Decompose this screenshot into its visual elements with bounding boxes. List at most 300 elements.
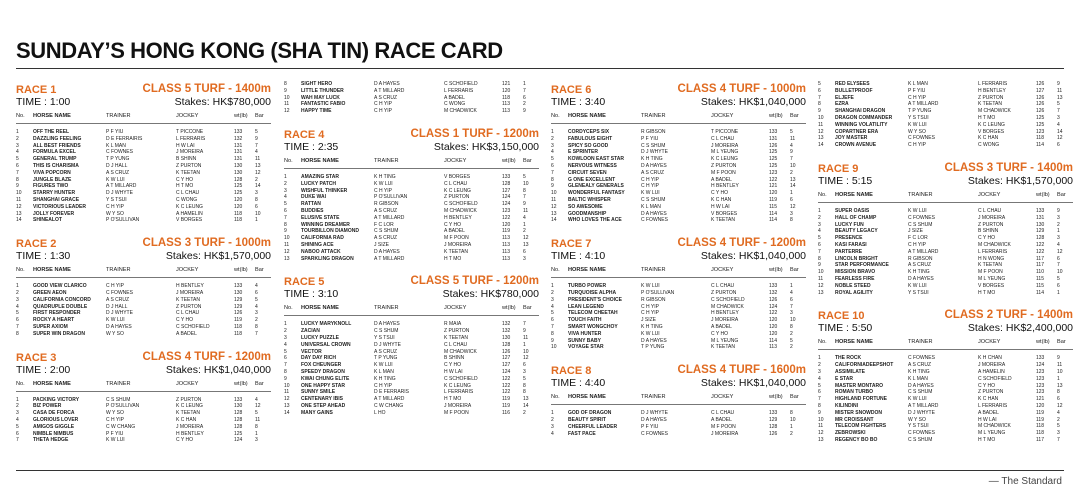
weight: 124 — [234, 437, 243, 444]
header-trainer: TRAINER — [641, 267, 666, 274]
barrier: 8 — [523, 382, 526, 389]
page-title: SUNDAY’S HONG KONG (SHA TIN) RACE CARD — [16, 38, 503, 63]
barrier: 4 — [255, 149, 258, 156]
barrier: 3 — [523, 255, 526, 262]
header-horse-name: HORSE NAME — [33, 267, 71, 274]
runner-number: 10 — [16, 190, 22, 197]
jockey-name: T PICCONE — [711, 129, 739, 135]
runner-number: 2 — [16, 289, 19, 296]
horse-name: CALIFORNIA RAD — [301, 235, 344, 242]
horse-name: LUCKY FUN — [835, 221, 864, 228]
jockey-name: H BENTLEY — [176, 430, 204, 437]
runner-row — [818, 376, 1073, 383]
header-jockey: JOCKEY — [176, 113, 199, 119]
runner-number: 9 — [16, 183, 19, 190]
horse-name: STAR PERFORMANCE — [835, 262, 889, 269]
header-trainer: TRAINER — [106, 113, 131, 119]
runner-number: 2 — [551, 135, 554, 142]
weight: 126 — [1036, 94, 1045, 101]
header-jockey: JOCKEY — [978, 191, 1001, 198]
race-name: RACE 5 — [284, 276, 325, 289]
barrier: 2 — [255, 317, 258, 324]
jockey-name: K H CHAN — [978, 355, 1002, 362]
horse-name: TELECOM FIGHTERS — [835, 423, 887, 430]
barrier: 11 — [523, 207, 529, 214]
race-time: TIME : 3:10 — [284, 288, 339, 301]
trainer-name: D A HAYES — [908, 275, 934, 282]
barrier: 3 — [255, 310, 258, 317]
trainer-name: J SIZE — [908, 228, 924, 235]
horse-name: GLORIOUS LOVER — [33, 416, 79, 423]
runner-row — [16, 324, 271, 331]
race-stakes: Stakes: HK$780,000 — [442, 288, 539, 301]
horse-name: ROYAL AGILITY — [835, 289, 873, 296]
runner-number: 10 — [284, 235, 290, 242]
barrier: 11 — [1057, 362, 1063, 369]
runner-number: 10 — [818, 269, 824, 276]
weight: 113 — [502, 241, 510, 248]
barrier: 2 — [1057, 221, 1060, 228]
barrier: 4 — [255, 283, 258, 290]
runner-row — [818, 417, 1073, 424]
header-horse-name: HORSE NAME — [568, 267, 606, 274]
header-trainer: TRAINER — [908, 191, 933, 198]
weight: 126 — [769, 296, 778, 303]
weight: 125 — [769, 156, 778, 163]
runner-number: 3 — [16, 410, 19, 417]
trainer-name: D J WHYTE — [106, 310, 133, 317]
trainer-name: T P YUNG — [641, 344, 665, 351]
weight: 118 — [234, 323, 242, 330]
runner-number: 3 — [551, 142, 554, 149]
header-horse-name: HORSE NAME — [301, 157, 339, 164]
runner-row — [284, 235, 539, 242]
jockey-name: C L CHAU — [711, 283, 735, 290]
trainer-name: D A HAYES — [374, 321, 400, 328]
barrier: 9 — [523, 328, 526, 335]
runner-number: 4 — [16, 416, 19, 423]
runner-number: 8 — [284, 81, 287, 87]
runner-row — [551, 211, 806, 218]
weight: 132 — [769, 289, 778, 296]
runner-row — [16, 211, 271, 218]
weight: 119 — [234, 317, 242, 324]
weight: 126 — [234, 310, 243, 317]
jockey-name: C Y HO — [444, 362, 462, 369]
runner-list — [551, 129, 806, 224]
trainer-name: C S SHUM — [908, 389, 933, 396]
runner-number: 1 — [284, 321, 287, 328]
runner-number: 3 — [284, 187, 287, 194]
jockey-name: H N WONG — [978, 255, 1005, 262]
horse-name: WAH MAY LUCK — [301, 94, 340, 101]
runner-number: 5 — [818, 235, 821, 242]
horse-name: SPICY SO GOOD — [568, 142, 609, 149]
barrier: 6 — [523, 362, 526, 369]
jockey-name: H T MO — [978, 289, 996, 296]
trainer-name: C H YIP — [641, 303, 659, 310]
header-barrier: Bar — [790, 394, 799, 401]
race-header — [284, 121, 539, 153]
trainer-name: J SIZE — [374, 241, 390, 248]
header-trainer: TRAINER — [106, 380, 131, 387]
jockey-name: Z PURTON — [444, 328, 470, 335]
jockey-name: A BADEL — [176, 330, 197, 337]
weight: 122 — [1036, 248, 1045, 255]
weight: 120 — [502, 87, 511, 94]
weight: 133 — [234, 283, 243, 290]
runner-row — [818, 262, 1073, 269]
horse-name: KASI FARASI — [835, 241, 867, 248]
runner-row — [551, 338, 806, 345]
barrier: 6 — [523, 248, 526, 255]
trainer-name: D J HALL — [106, 303, 128, 310]
horse-name: AMIGOS GIGGLE — [33, 423, 75, 430]
barrier: 5 — [523, 173, 526, 180]
race-name: RACE 8 — [551, 365, 592, 378]
jockey-name: H W LAI — [711, 203, 730, 210]
jockey-name: Z PURTON — [444, 194, 470, 201]
runner-number: 8 — [551, 330, 554, 337]
trainer-name: C W CHANG — [106, 423, 136, 430]
runner-row — [551, 417, 806, 424]
runner-row — [284, 396, 539, 403]
trainer-name: P F YIU — [106, 129, 124, 135]
barrier: 4 — [790, 142, 793, 149]
weight: 123 — [1036, 389, 1045, 396]
trainer-name: K W LUI — [641, 330, 660, 337]
runner-row — [551, 304, 806, 311]
header-no: No. — [16, 113, 25, 119]
runner-number: 3 — [284, 334, 287, 341]
barrier: 14 — [255, 183, 261, 190]
runner-row — [818, 249, 1073, 256]
race-time: TIME : 4:10 — [551, 250, 606, 263]
weight: 117 — [1036, 262, 1044, 269]
runner-number: 11 — [818, 275, 824, 282]
runner-row — [551, 197, 806, 204]
trainer-name: C H YIP — [374, 187, 392, 194]
jockey-name: A BADEL — [444, 228, 465, 235]
weight: 129 — [234, 303, 243, 310]
trainer-name: P O'SULLIVAN — [641, 289, 675, 296]
jockey-name: A BADEL — [444, 94, 465, 101]
horse-name: LUCKY PATCH — [301, 180, 336, 187]
runner-row — [818, 437, 1073, 444]
barrier: 10 — [1057, 269, 1063, 276]
barrier: 13 — [790, 176, 796, 183]
race-block — [551, 76, 806, 224]
runner-number: 3 — [818, 368, 821, 375]
runner-number: 3 — [16, 296, 19, 303]
barrier: 1 — [1057, 375, 1060, 382]
jockey-name: J MOREIRA — [176, 423, 204, 430]
race-class: CLASS 5 TURF - 1200m — [410, 275, 539, 288]
trainer-name: C H YIP — [106, 203, 124, 210]
jockey-name: J MOREIRA — [176, 289, 204, 296]
horse-name: ZACIAN — [301, 328, 320, 335]
runner-number: 12 — [818, 430, 824, 437]
horse-name: HALL OF CHAMP — [835, 214, 877, 221]
weight: 133 — [769, 283, 778, 290]
trainer-name: K W LUI — [908, 121, 927, 128]
horse-name: NABOO ATTACK — [301, 248, 341, 255]
runner-row — [284, 383, 539, 390]
jockey-name: V BORGES — [978, 282, 1005, 289]
runner-row — [551, 283, 806, 290]
jockey-name: M CHADWICK — [444, 207, 477, 214]
runner-row — [16, 290, 271, 297]
barrier: 3 — [790, 310, 793, 317]
barrier: 1 — [523, 221, 526, 228]
header-jockey: JOCKEY — [444, 157, 467, 164]
runner-row — [818, 101, 1073, 108]
runner-number: 10 — [551, 344, 557, 351]
weight: 126 — [769, 430, 778, 437]
runner-number: 1 — [284, 173, 287, 180]
runner-row — [16, 331, 271, 338]
runner-row — [551, 424, 806, 431]
horse-name: SMART WONGCHOY — [568, 323, 618, 330]
trainer-name: A T MILLARD — [374, 255, 405, 262]
barrier: 3 — [1057, 214, 1060, 221]
race-block — [16, 344, 271, 445]
barrier: 7 — [1057, 262, 1060, 269]
race-name: RACE 7 — [551, 238, 592, 251]
weight: 114 — [1036, 142, 1044, 149]
trainer-name: D A HAYES — [641, 162, 667, 169]
runner-list — [818, 81, 1073, 149]
runner-number: 6 — [16, 162, 19, 169]
runner-row — [818, 235, 1073, 242]
race-header — [818, 155, 1073, 187]
runner-number: 11 — [818, 423, 824, 430]
horse-name: SHANGHAI DRAGON — [835, 108, 886, 115]
trainer-name: K H TING — [641, 323, 663, 330]
jockey-name: C SCHOFIELD — [444, 201, 478, 208]
horse-name: QUADRUPLE DOUBLE — [33, 303, 88, 310]
jockey-name: C L CHAU — [444, 341, 468, 348]
runner-number: 5 — [284, 348, 287, 355]
race-header — [284, 268, 539, 301]
race-name: RACE 6 — [551, 84, 592, 96]
runner-number: 4 — [551, 430, 554, 437]
horse-name: THETA HEDGE — [33, 437, 69, 444]
trainer-name: C H YIP — [641, 176, 659, 183]
horse-name: MASTER MONTARO — [835, 382, 883, 389]
runner-row — [284, 249, 539, 256]
runner-number: 2 — [818, 362, 821, 369]
jockey-name: K TEETAN — [176, 410, 200, 417]
runner-row — [16, 149, 271, 156]
horse-name: MR CROISSANT — [835, 416, 874, 423]
weight: 132 — [234, 135, 243, 142]
top-divider — [16, 68, 1064, 69]
jockey-name: M CHADWICK — [978, 241, 1011, 248]
barrier: 13 — [523, 241, 529, 248]
runner-number: 11 — [551, 196, 557, 203]
jockey-name: M CHADWICK — [711, 303, 744, 310]
runner-row — [284, 362, 539, 369]
horse-name: HIGHLAND FORTUNE — [835, 396, 887, 403]
race-block — [551, 230, 806, 351]
trainer-name: K W LUI — [641, 190, 660, 197]
column-headers — [284, 302, 539, 316]
header-barrier: Bar — [523, 157, 532, 164]
weight: 128 — [234, 416, 243, 423]
header-barrier: Bar — [1057, 191, 1066, 198]
header-horse-name: HORSE NAME — [568, 394, 606, 401]
weight: 126 — [502, 348, 511, 355]
jockey-name: V BORGES — [176, 217, 203, 224]
runner-row — [284, 369, 539, 376]
race-block — [284, 121, 539, 262]
jockey-name: J MOREIRA — [444, 402, 472, 409]
weight: 133 — [502, 173, 511, 180]
jockey-name: Z PURTON — [978, 389, 1004, 396]
jockey-name: H W LAI — [176, 142, 195, 149]
runner-row — [551, 290, 806, 297]
runner-row — [551, 163, 806, 170]
trainer-name: K W LUI — [106, 437, 125, 444]
jockey-name: A BADEL — [711, 323, 732, 330]
barrier: 7 — [1057, 108, 1060, 115]
runner-row — [16, 136, 271, 143]
runner-row — [284, 389, 539, 396]
race-name: RACE 10 — [818, 310, 865, 323]
runner-number: 6 — [284, 207, 287, 214]
jockey-name: M CHADWICK — [444, 108, 477, 115]
column-2 — [284, 76, 539, 423]
runner-number: 11 — [818, 121, 824, 128]
weight: 124 — [502, 368, 511, 375]
barrier: 3 — [523, 368, 526, 375]
weight: 130 — [234, 403, 243, 410]
trainer-name: A S CRUZ — [908, 362, 932, 369]
trainer-name: K H TING — [908, 269, 930, 276]
weight: 115 — [1036, 282, 1044, 289]
barrier: 7 — [523, 321, 526, 328]
barrier: 5 — [1057, 275, 1060, 282]
weight: 125 — [234, 430, 243, 437]
jockey-name: C Y HO — [176, 437, 194, 444]
horse-name: LINCOLN BRIGHT — [835, 255, 878, 262]
runner-row — [16, 177, 271, 184]
trainer-name: F C LOR — [908, 235, 928, 242]
horse-name: WISHFUL THINKER — [301, 187, 348, 194]
runner-number: 1 — [551, 283, 554, 290]
header-jockey: JOCKEY — [176, 380, 199, 387]
runner-row — [284, 208, 539, 215]
trainer-name: K W LUI — [374, 362, 393, 369]
barrier: 8 — [790, 410, 793, 417]
jockey-name: C Y HO — [176, 176, 194, 183]
runner-number: 9 — [284, 87, 287, 94]
runner-number: 9 — [818, 108, 821, 115]
weight: 126 — [1036, 108, 1045, 115]
runner-row — [16, 283, 271, 290]
weight: 117 — [1036, 436, 1044, 443]
runner-row — [818, 410, 1073, 417]
trainer-name: D J WHYTE — [908, 409, 935, 416]
runner-row — [16, 417, 271, 424]
runner-number: 7 — [551, 169, 554, 176]
race-stakes: Stakes: HK$1,040,000 — [700, 377, 806, 390]
jockey-name: C Y HO — [711, 330, 729, 337]
runner-number: 4 — [284, 341, 287, 348]
jockey-name: L FERRARIS — [444, 87, 474, 94]
header-barrier: Bar — [790, 113, 799, 119]
trainer-name: A S CRUZ — [908, 262, 932, 269]
trainer-name: A T MILLARD — [374, 396, 405, 403]
barrier: 5 — [255, 410, 258, 417]
runner-row — [284, 410, 539, 417]
header-no: No. — [818, 191, 827, 198]
column-3 — [551, 76, 806, 443]
jockey-name: H T MO — [978, 436, 996, 443]
runner-row — [551, 129, 806, 136]
jockey-name: J MOREIRA — [711, 142, 739, 149]
trainer-name: C H YIP — [908, 241, 926, 248]
weight: 121 — [769, 183, 778, 190]
runner-number: 8 — [284, 368, 287, 375]
weight: 116 — [502, 409, 510, 416]
race-class: CLASS 2 TURF - 1400m — [944, 309, 1073, 322]
runner-list — [16, 397, 271, 445]
barrier: 6 — [1057, 142, 1060, 149]
barrier: 7 — [255, 330, 258, 337]
barrier: 11 — [790, 135, 796, 142]
barrier: 1 — [255, 430, 258, 437]
header-jockey: JOCKEY — [444, 305, 467, 312]
barrier: 5 — [255, 296, 258, 303]
header-jockey: JOCKEY — [176, 267, 199, 274]
horse-name: E SPRINTER — [568, 149, 599, 156]
race-stakes: Stakes: HK$1,570,000 — [967, 174, 1073, 187]
weight: 133 — [769, 129, 778, 135]
race-class: CLASS 4 TURF - 1200m — [142, 350, 271, 363]
jockey-name: B SHINN — [176, 156, 197, 163]
weight: 127 — [502, 187, 511, 194]
jockey-name: C Y HO — [444, 221, 462, 228]
jockey-name: K C LEUNG — [444, 382, 471, 389]
trainer-name: P F YIU — [908, 87, 926, 94]
jockey-name: A HAMELIN — [978, 368, 1005, 375]
barrier: 12 — [1057, 135, 1063, 142]
horse-name: NIMBLE NIMBUS — [33, 430, 74, 437]
trainer-name: C H YIP — [374, 382, 392, 389]
runner-row — [818, 108, 1073, 115]
race-time: TIME : 5:15 — [818, 174, 873, 187]
header-jockey: JOCKEY — [978, 339, 1001, 346]
header-weight: wt(lb) — [1036, 339, 1050, 346]
jockey-name: M L YEUNG — [711, 149, 739, 156]
header-barrier: Bar — [255, 113, 264, 119]
jockey-name: M L YEUNG — [978, 430, 1006, 437]
weight: 122 — [502, 382, 511, 389]
race-time: TIME : 2:35 — [284, 140, 339, 153]
race-header — [818, 302, 1073, 335]
jockey-name: C SCHOFIELD — [176, 323, 210, 330]
runner-number: 13 — [16, 210, 22, 217]
weight: 122 — [1036, 241, 1045, 248]
runner-row — [818, 389, 1073, 396]
horse-name: CHEERFUL LEADER — [568, 423, 618, 430]
header-no: No. — [551, 113, 560, 119]
weight: 120 — [234, 203, 243, 210]
jockey-name: Z PURTON — [978, 221, 1004, 228]
weight: 128 — [234, 410, 243, 417]
